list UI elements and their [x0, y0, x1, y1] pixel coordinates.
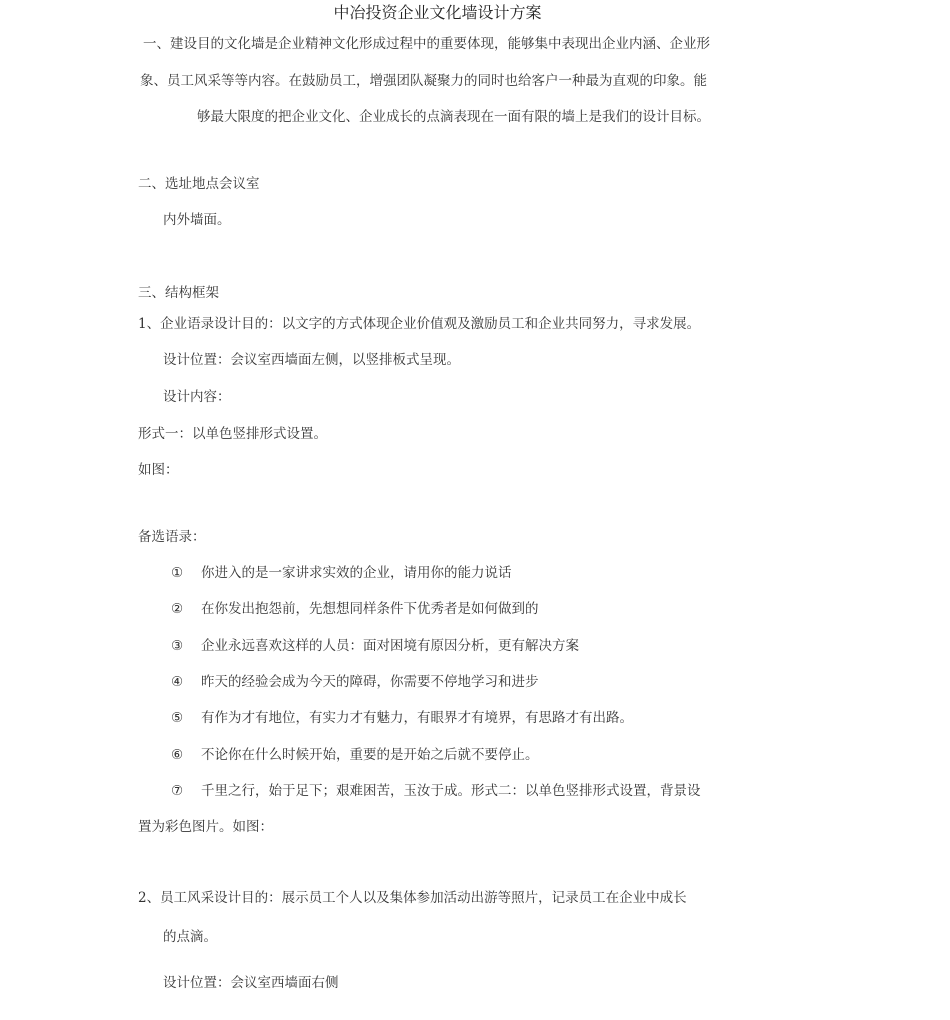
list-item [171, 638, 579, 654]
list-item [171, 747, 539, 763]
quote-text: 你进入的是一家讲求实效的企业，请用你的能力说话 [201, 565, 512, 581]
list-item [171, 783, 701, 799]
quote-number: ⑥ [171, 747, 184, 763]
quote-number: ④ [171, 674, 184, 690]
quote-number: ① [171, 565, 184, 581]
item1-position: 设计位置：会议室西墙面左侧，以竖排板式呈现。 [163, 352, 460, 368]
section3-heading: 三、结构框架 [138, 285, 219, 301]
item2-purpose-line1: 2、员工风采设计目的：展示员工个人以及集体参加活动出游等照片，记录员工在企业中成长 [138, 890, 687, 906]
list-item [171, 601, 539, 617]
quote-number: ② [171, 601, 184, 617]
quote-text: 在你发出抱怨前，先想想同样条件下优秀者是如何做到的 [201, 601, 539, 617]
section1-line2: 象、员工风采等等内容。在鼓励员工，增强团队凝聚力的同时也给客户一种最为直观的印象。能 [140, 73, 707, 89]
item1-form1: 形式一：以单色竖排形式设置。 [138, 426, 327, 442]
list-item [171, 674, 539, 690]
quote-text: 千里之行，始于足下；艰难困苦，玉汝于成。形式二：以单色竖排形式设置，背景设 [201, 783, 701, 799]
quote-number: ⑦ [171, 783, 184, 799]
item1-purpose: 1、企业语录设计目的：以文字的方式体现企业价值观及激励员工和企业共同努力，寻求发展。 [138, 316, 701, 332]
quote-text: 企业永远喜欢这样的人员：面对困境有原因分析，更有解决方案 [201, 638, 579, 654]
quote-text: 不论你在什么时候开始，重要的是开始之后就不要停止。 [201, 747, 539, 763]
item1-as-shown: 如图： [138, 462, 179, 478]
item2-position: 设计位置：会议室西墙面右侧 [163, 975, 339, 991]
quote-number: ③ [171, 638, 184, 654]
item2-purpose-line2: 的点滴。 [163, 929, 217, 945]
quote-text: 昨天的经验会成为今天的障碍，你需要不停地学习和进步 [201, 674, 539, 690]
section1-line3: 够最大限度的把企业文化、企业成长的点滴表现在一面有限的墙上是我们的设计目标。 [197, 109, 710, 125]
section2-text: 内外墙面。 [163, 212, 231, 228]
item1-content-label: 设计内容： [163, 389, 231, 405]
section1-line1: 一、建设目的文化墙是企业精神文化形成过程中的重要体现，能够集中表现出企业内涵、企业形 [143, 36, 710, 52]
quotes-label: 备选语录： [138, 529, 206, 545]
list-item [171, 565, 512, 581]
list-item [171, 710, 633, 726]
document-title: 中冶投资企业文化墙设计方案 [333, 3, 542, 22]
section2-heading: 二、选址地点会议室 [138, 176, 260, 192]
quote-number: ⑤ [171, 710, 184, 726]
form2-continuation: 置为彩色图片。如图： [138, 819, 273, 835]
quote-text: 有作为才有地位，有实力才有魅力，有眼界才有境界，有思路才有出路。 [201, 710, 633, 726]
